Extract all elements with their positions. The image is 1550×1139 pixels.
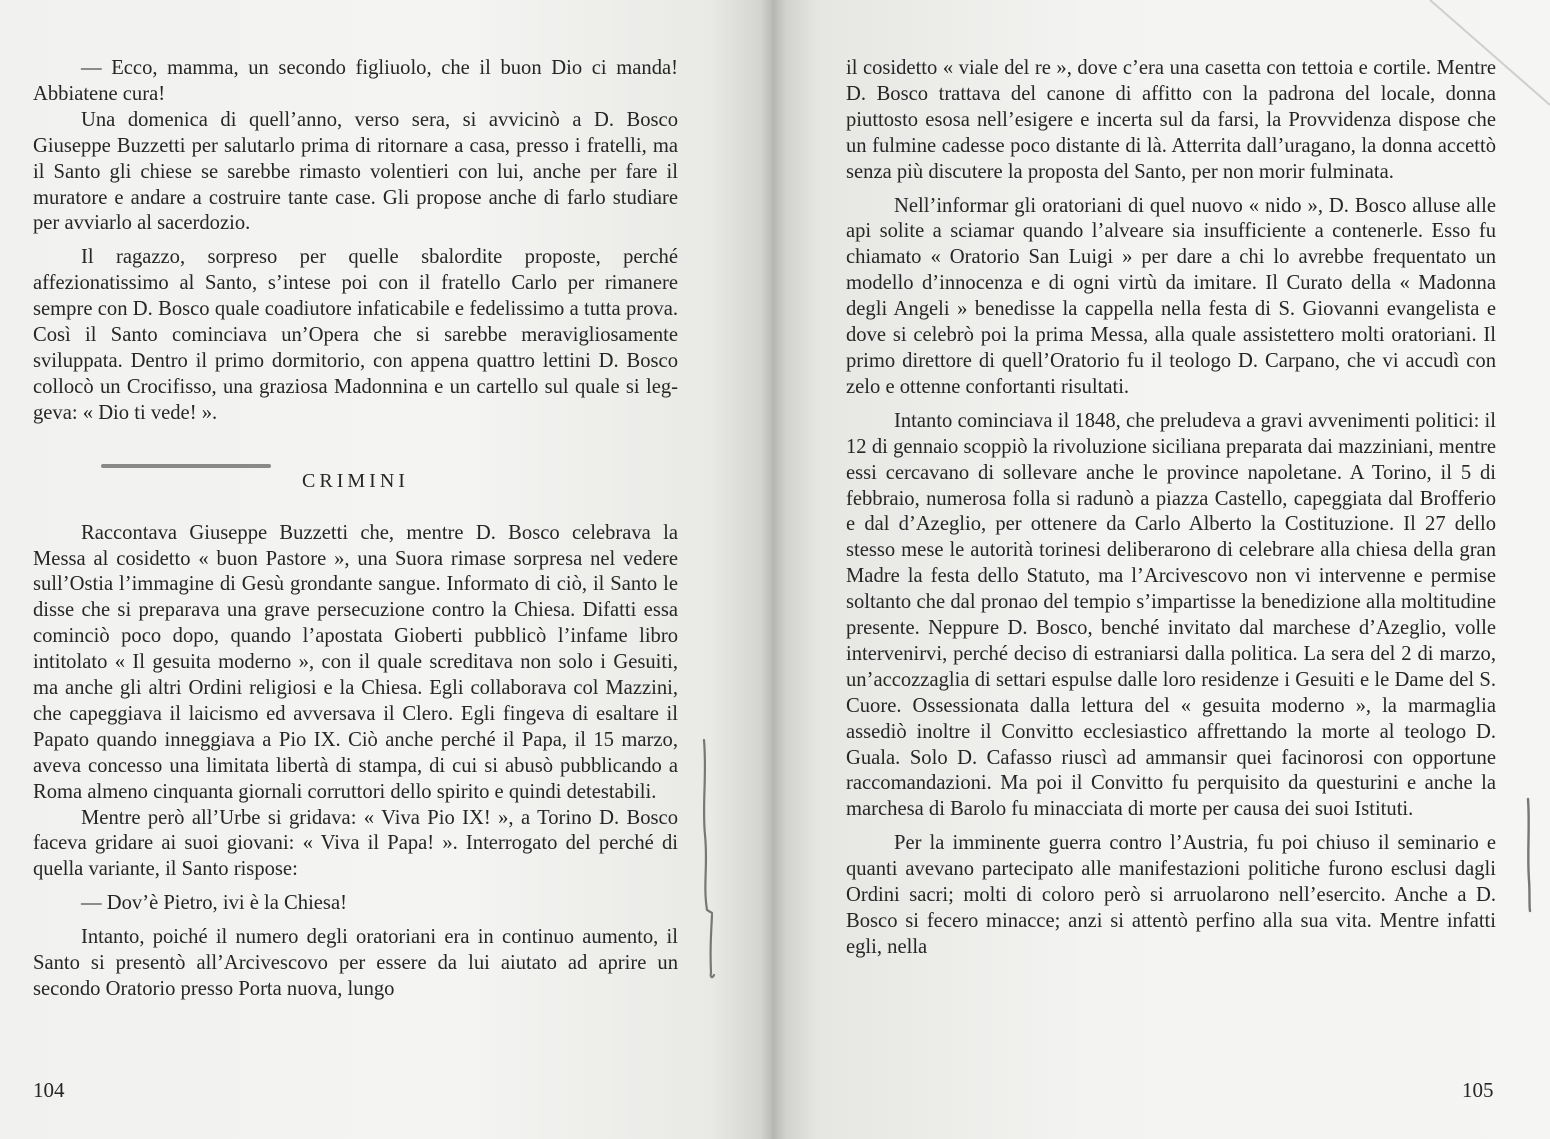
page-number: 105: [1462, 1078, 1494, 1102]
book-gutter: [760, 0, 786, 1139]
section-title: CRIMINI: [302, 469, 409, 492]
paragraph: Intanto, poiché il numero degli oratoriani era in continuo aumento, il Santo si presentò all’Arcivescovo per essere da lui aiutato ad aprire un secondo Oratorio presso Porta nuova, lungo: [33, 926, 678, 1000]
left-text-column: [33, 56, 678, 1003]
left-page: [0, 0, 772, 1139]
paragraph: il cosidetto « viale del re », dove c’era una casetta con tettoia e cortile. Mentre D. Bosco trattava del canone di affitto con la padrona del locale, donna piuttosto esosa nell’esigere e incerta sul da farsi, la Provvidenza dispose che un fulmine cadesse poco distante di là. Atterrita dall’uragano, la donna accettò senza più discutere la proposta del Santo, per non morir fulminata.: [846, 57, 1496, 183]
right-page: [772, 0, 1550, 1139]
paragraph: Una domenica di quell’anno, verso sera, si avvicinò a D. Bosco Giuseppe Buzzetti per salutarlo prima di ritornare a casa, presso i fratelli, ma il Santo gli chiese se sarebbe rimasto volentieri con lui, anche per fare il muratore e andare a costruire tante case. Gli propose anche di farlo studiare per avviarlo al sacerdozio.: [33, 108, 678, 235]
paragraph: — Dov’è Pietro, ivi è la Chiesa!: [81, 892, 347, 915]
paragraph: Per la imminente guerra contro l’Austria, fu poi chiuso il seminario e quanti avevano partecipato alle manifestazioni politiche furono esclusi dagli Ordini sacri; molti di coloro però si arruolarono nell’esercito. Anche a D. Bosco si fecero minacce; anzi si attentò perfino alla sua vita. Mentre infatti egli, nella: [846, 832, 1496, 958]
pencil-underline: [101, 464, 271, 468]
pencil-margin-mark-left: [698, 735, 728, 980]
page-number: 104: [33, 1078, 65, 1102]
paragraph: Mentre però all’Urbe si gridava: « Viva Pio IX! », a Torino D. Bosco faceva gridare ai suoi giovani: « Viva il Papa! ». Interrogato del perché di quella variante, il Santo rispose:: [33, 806, 678, 881]
paragraph: Raccontava Giuseppe Buzzetti che, mentre D. Bosco celebrava la Messa al cosidetto « buon Pastore », una Suora rimase sorpresa nel vedere sull’Ostia l’immagine di Gesù grondante sangue. Informato di ciò, il Santo le disse che si preparava una grave persecuzione contro la Chiesa. Difatti essa cominciò poco dopo, quando l’apostata Gioberti pubblicò l’infame libro intitolato « Il gesuita moderno », con il quale screditava non solo i Gesuiti, ma anche gli altri Ordini religiosi e la Chiesa. Egli collaborava col Mazzini, che capeggiava il laicismo ed avversava il Clero. Egli fingeva di esaltare il Papato quando inneggiava a Pio IX. Ciò anche perché il Papa, il 15 marzo, aveva concesso una limitata libertà di stampa, di cui si abusò pubblicando a Roma almeno cinquanta giornali corruttori dello spirito e quindi detestabili.: [33, 521, 678, 803]
paragraph: — Ecco, mamma, un secondo figliuolo, che il buon Dio ci manda! Abbiatene cura!: [33, 57, 678, 105]
right-text-column: [846, 56, 1496, 961]
pencil-margin-mark-right: [1520, 795, 1540, 915]
paragraph: Nell’informar gli oratoriani di quel nuovo « nido », D. Bosco alluse alle api solite a sciamar quando l’alveare sia insufficiente a contenerle. Esso fu chiamato « Oratorio San Luigi » per dare a chi lo avrebbe frequentato un modello d’innocenza e di ogni virtù da imitare. Il Curato della « Madonna degli Angeli » benedisse la cappella nella festa di S. Giovanni evangelista e dove si celebrò poi la prima Messa, alla quale assistettero molti oratoriani. Il primo direttore di quell’Oratorio fu il teologo D. Carpano, che vi accudì con zelo e ottenne confortanti risultati.: [846, 194, 1496, 398]
paragraph: Intanto cominciava il 1848, che preludeva a gravi avvenimenti politici: il 12 di gennaio scoppiò la rivoluzione siciliana preparata dai mazziniani, mentre essi cercavano di sollevare anche le province napoletane. A Torino, il 5 di febbraio, numerosa folla si radunò a piazza Castello, capeggiata dal Brofferio e dal d’Azeglio, per ottenere da Carlo Alberto la Costituzione. Il 27 dello stesso mese le autorità torinesi deliberarono di celebrare alla chiesa della gran Madre la festa dello Statuto, ma l’Arcivescovo non vi intervenne e permise soltanto che dal pronao del tempio s’impartisse la benedizione alla moltitudine presente. Neppure D. Bosco, benché invitato dal marchese d’Azeglio, volle intervenirvi, perché deciso di estraniarsi dalla politica. La sera del 2 di marzo, un’accozzaglia di settari espulse dalle loro residenze i Gesuiti e le Dame del S. Cuore. Ossessionata dalla lettura del « gesuita moderno », la marmaglia assediò inoltre il Convitto ecclesiastico affrettando la morte al teologo D. Guala. Solo D. Cafasso riuscì ad ammansir quei facinorosi con opportune raccomandazioni. Ma poi il Convitto fu perquisito da questurini e anche la marchesa di Barolo fu minacciata di morte per causa dei suoi Istituti.: [846, 409, 1496, 821]
paragraph: Il ragazzo, sorpreso per quelle sbalordite proposte, perché affezionatissimo al Santo, s’intese poi con il fratello Carlo per rimanere sempre con D. Bosco quale coadiutore infaticabile e fedelissimo a tutta prova. Così il Santo cominciava un’Opera che si sarebbe meravigliosamente sviluppata. Dentro il primo dormitorio, con appena quattro lettini D. Bosco collocò un Crocifisso, una graziosa Madonnina e un cartello sul quale si leggeva: « Dio ti vede! ».: [33, 246, 678, 424]
page-corner-edge: [1430, 0, 1550, 110]
